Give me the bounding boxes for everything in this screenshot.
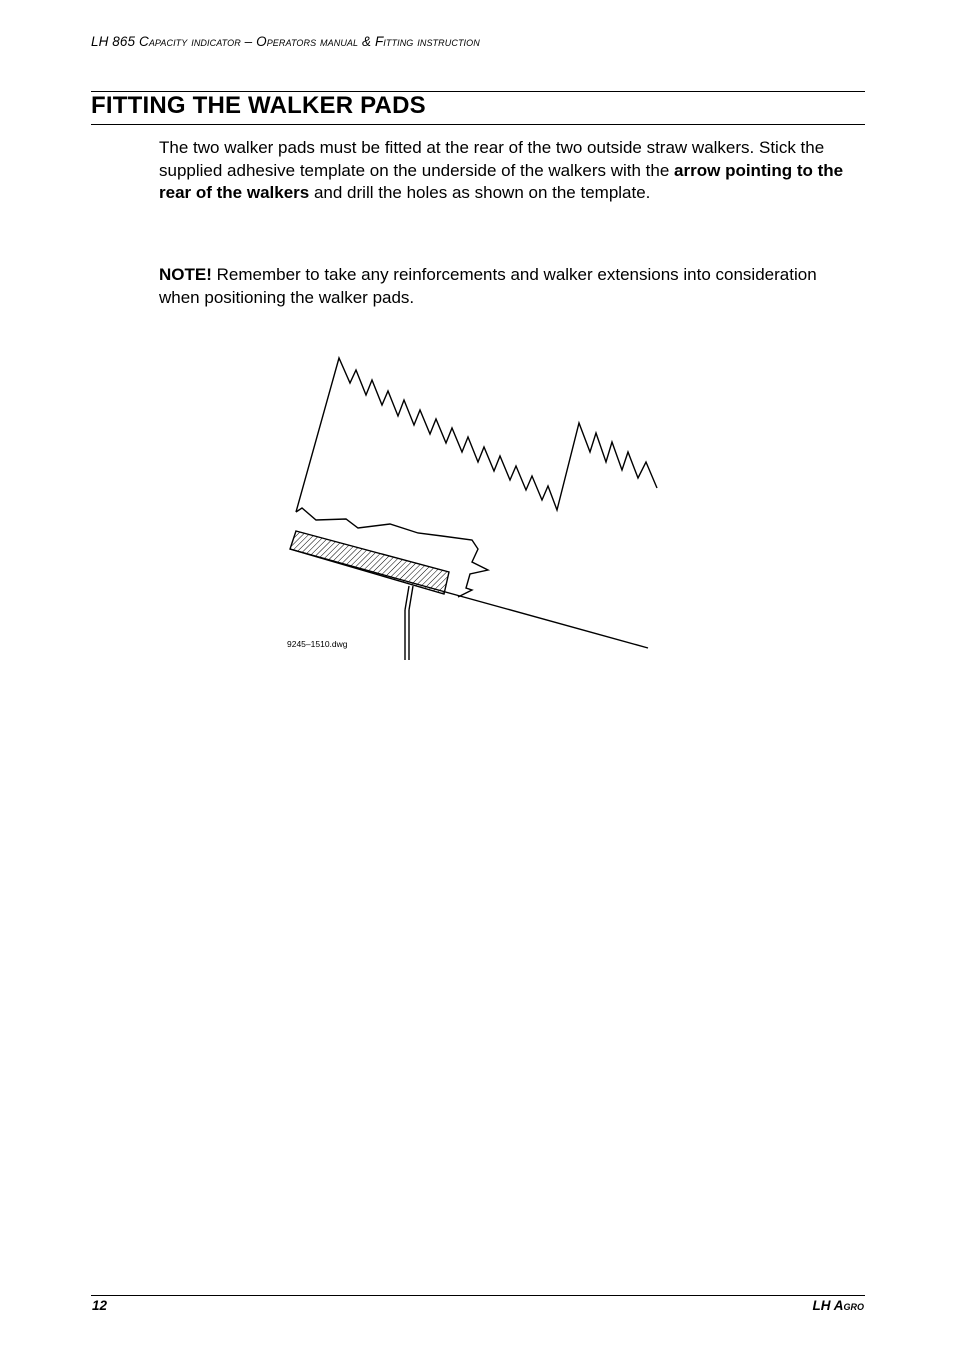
drill-bit-left-top	[405, 586, 409, 610]
drawing-label: 9245–1510.dwg	[287, 639, 348, 649]
drill-bit-right-top	[409, 586, 413, 610]
running-header	[91, 34, 480, 49]
walker-pad	[290, 531, 449, 594]
company-name: LH Agro	[812, 1298, 864, 1313]
running-header-title: Capacity indicator – Operators manual & Fitting instruction	[138, 34, 480, 49]
walker-pad-drawing	[270, 345, 680, 665]
paragraph-instructions-text-b: and drill the holes as shown on the template.	[309, 183, 651, 202]
paragraph-instructions-emphasis: arrow pointing to the rear of the walkers	[159, 160, 844, 202]
paragraph-instructions-text-a: The two walker pads must be fitted at the rear of the two outside straw walkers. Stick the supplied adhesive template on the underside of the walkers with the	[159, 138, 825, 180]
running-header-lead: LH 865	[91, 34, 139, 49]
title-rule-bottom	[91, 124, 865, 125]
note-text: Remember to take any reinforcements and walker extensions into consideration when positioning the walker pads.	[159, 265, 817, 307]
paragraph-instructions	[159, 137, 849, 205]
note-label: NOTE!	[159, 265, 212, 284]
section-title: FITTING THE WALKER PADS	[91, 92, 426, 119]
walker-outline	[296, 358, 657, 512]
page-number: 12	[92, 1298, 108, 1313]
footer-rule	[91, 1295, 865, 1296]
paragraph-note	[159, 264, 849, 309]
